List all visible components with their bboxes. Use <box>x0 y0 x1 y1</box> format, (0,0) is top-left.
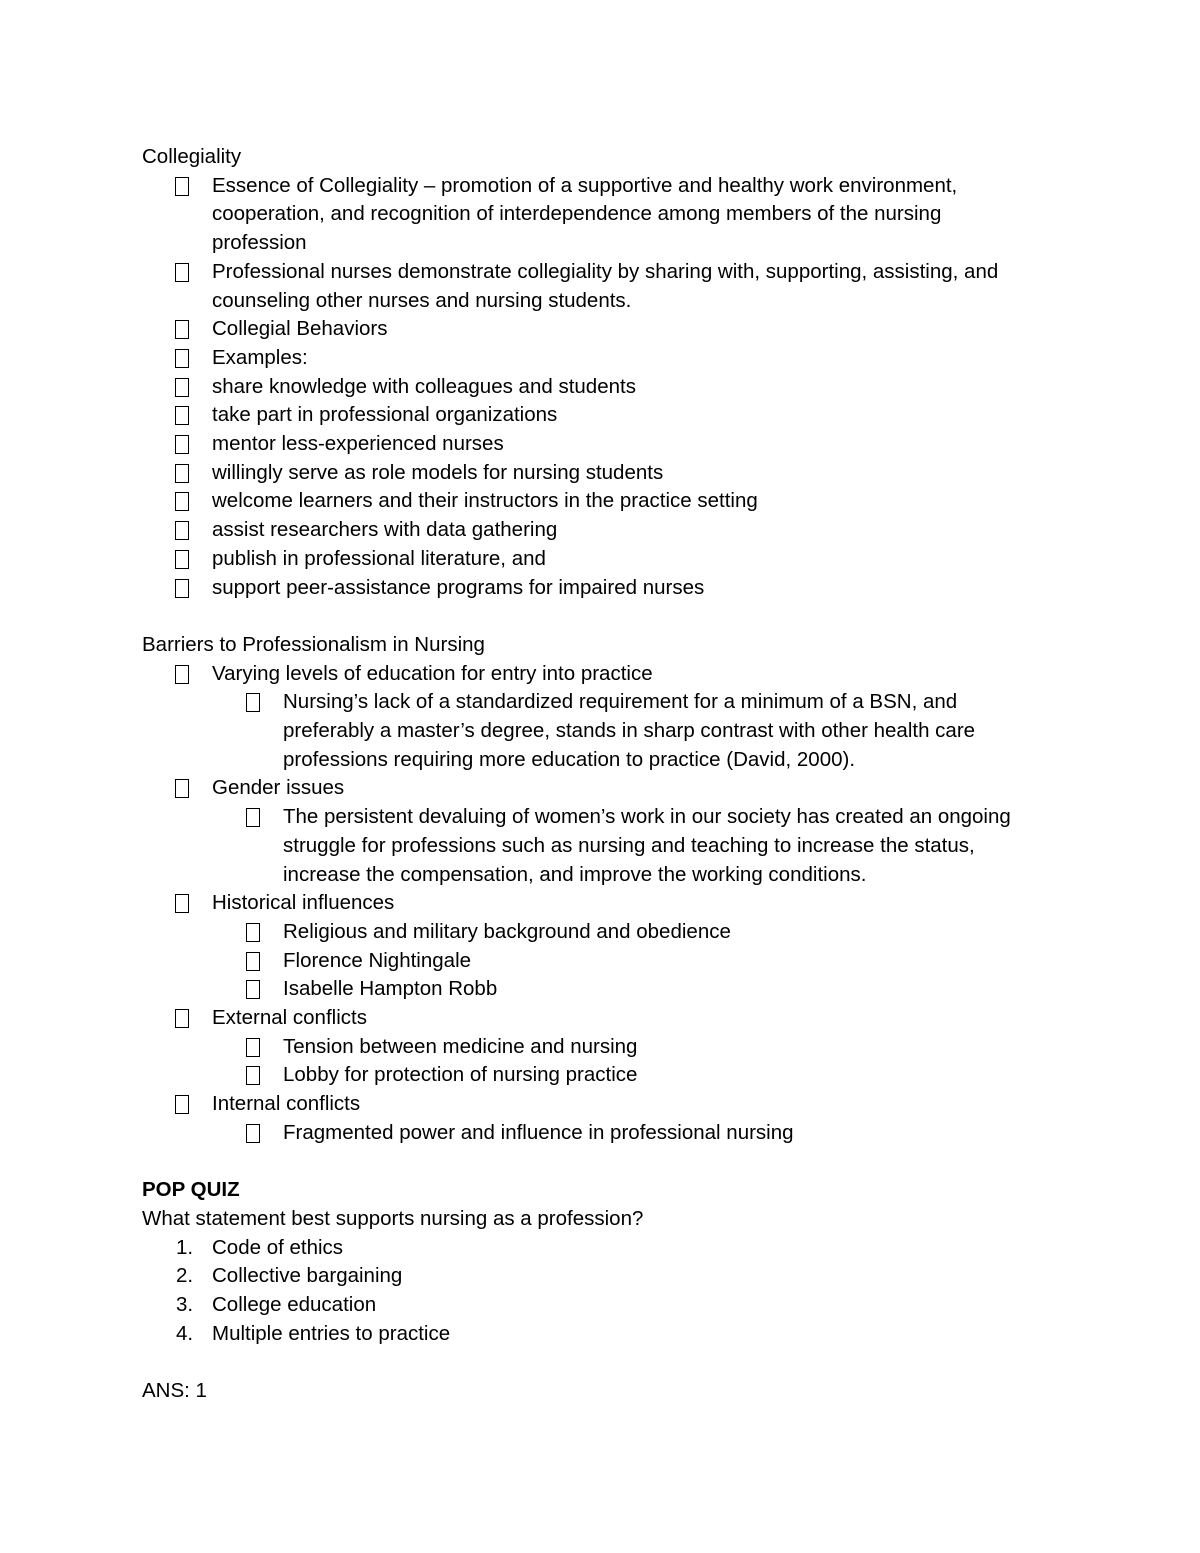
list-item: Essence of Collegiality – promotion of a supportive and healthy work environment, <box>212 173 958 197</box>
bullet-icon <box>175 435 189 454</box>
list-item: Varying levels of education for entry into practice <box>212 661 653 685</box>
quiz-question: What statement best supports nursing as a profession? <box>142 1206 644 1230</box>
sub-list-item: increase the compensation, and improve the working conditions. <box>283 862 867 886</box>
quiz-option-number: 3. <box>176 1293 194 1316</box>
bullet-icon <box>175 894 189 913</box>
sub-list-item: Lobby for protection of nursing practice <box>283 1063 638 1087</box>
bullet-icon <box>175 464 189 483</box>
bullet-icon <box>246 1038 260 1057</box>
list-item: welcome learners and their instructors in the practice setting <box>212 489 758 513</box>
list-item: Gender issues <box>212 776 345 800</box>
sub-list-item: Florence Nightingale <box>283 948 472 972</box>
quiz-option: Code of ethics <box>212 1235 344 1259</box>
list-item: Internal conflicts <box>212 1092 361 1116</box>
sub-list-item: Fragmented power and influence in professional nursing <box>283 1120 794 1144</box>
bullet-icon <box>175 406 189 425</box>
bullet-icon <box>175 1009 189 1028</box>
bullet-icon <box>175 579 189 598</box>
list-item: profession <box>212 231 307 255</box>
quiz-option: Collective bargaining <box>212 1264 403 1288</box>
list-item: Professional nurses demonstrate collegiality by sharing with, supporting, assisting, and <box>212 259 999 283</box>
bullet-icon <box>175 320 189 339</box>
section-heading-collegiality: Collegiality <box>142 145 242 168</box>
bullet-icon <box>175 349 189 368</box>
bullet-icon <box>175 177 189 196</box>
list-item: publish in professional literature, and <box>212 546 546 570</box>
bullet-icon <box>246 1066 260 1085</box>
list-item: Collegial Behaviors <box>212 317 388 341</box>
list-item: share knowledge with colleagues and students <box>212 374 636 398</box>
list-item: take part in professional organizations <box>212 403 558 427</box>
sub-list-item: struggle for professions such as nursing and teaching to increase the status, <box>283 833 975 857</box>
sub-list-item: Isabelle Hampton Robb <box>283 977 498 1001</box>
list-item: cooperation, and recognition of interdependence among members of the nursing <box>212 202 942 226</box>
list-item: Historical influences <box>212 891 395 915</box>
quiz-answer: ANS: 1 <box>142 1379 207 1403</box>
quiz-option-number: 1. <box>176 1235 194 1259</box>
sub-list-item: Tension between medicine and nursing <box>283 1034 638 1058</box>
bullet-icon <box>246 808 260 827</box>
sub-list-item: professions requiring more education to practice (David, 2000). <box>283 747 856 771</box>
bullet-icon <box>175 492 189 511</box>
bullet-icon <box>246 952 260 971</box>
sub-list-item: Nursing’s lack of a standardized requirement for a minimum of a BSN, and <box>283 690 958 714</box>
list-item: willingly serve as role models for nursing students <box>212 460 664 484</box>
bullet-icon <box>175 521 189 540</box>
bullet-icon <box>175 263 189 282</box>
list-item: Examples: <box>212 345 308 369</box>
bullet-icon <box>175 665 189 684</box>
sub-list-item: preferably a master’s degree, stands in sharp contrast with other health care <box>283 719 976 742</box>
list-item: assist researchers with data gathering <box>212 518 558 542</box>
section-heading-barriers: Barriers to Professionalism in Nursing <box>142 632 485 656</box>
bullet-icon <box>246 980 260 999</box>
quiz-heading: POP QUIZ <box>142 1178 240 1202</box>
quiz-option: Multiple entries to practice <box>212 1321 451 1345</box>
sub-list-item: The persistent devaluing of women’s work in our society has created an ongoing <box>283 805 1011 829</box>
list-item: counseling other nurses and nursing students. <box>212 288 632 312</box>
bullet-icon <box>246 923 260 942</box>
quiz-option-number: 2. <box>176 1264 194 1288</box>
quiz-option-number: 4. <box>176 1321 194 1345</box>
sub-list-item: Religious and military background and obedience <box>283 919 731 943</box>
quiz-option: College education <box>212 1293 377 1316</box>
bullet-icon <box>246 1124 260 1143</box>
bullet-icon <box>175 1095 189 1114</box>
bullet-icon <box>175 378 189 397</box>
bullet-icon <box>175 779 189 798</box>
list-item: support peer-assistance programs for impaired nurses <box>212 575 705 599</box>
bullet-icon <box>246 693 260 712</box>
bullet-icon <box>175 550 189 569</box>
list-item: External conflicts <box>212 1006 367 1029</box>
list-item: mentor less-experienced nurses <box>212 432 504 455</box>
